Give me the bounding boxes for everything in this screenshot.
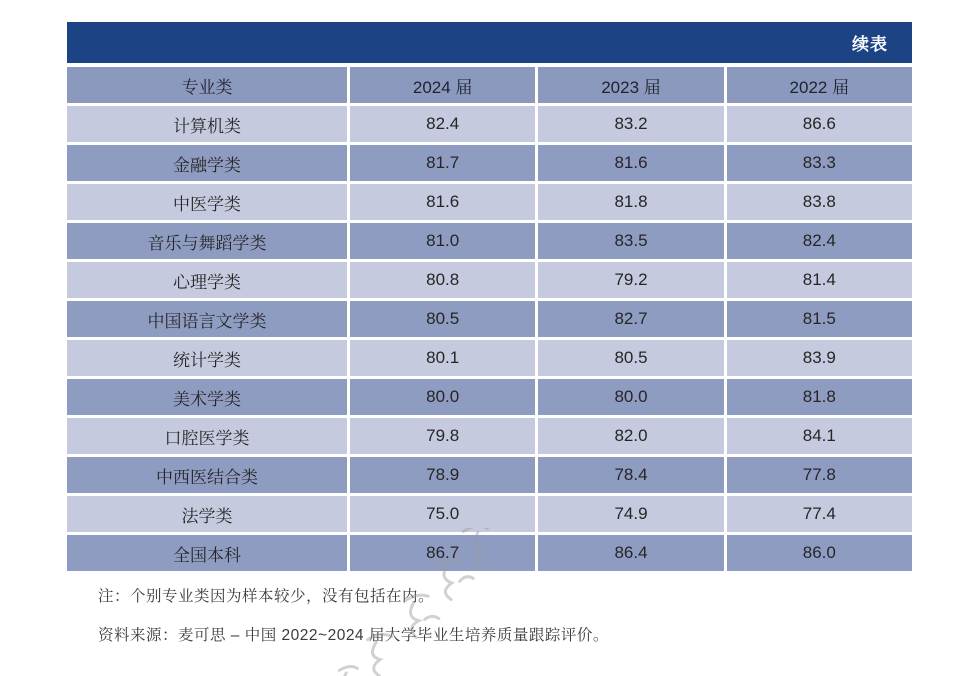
value-cell: 78.9 — [350, 457, 535, 493]
value-cell: 81.4 — [727, 262, 912, 298]
table-row — [67, 106, 912, 142]
table-row — [67, 418, 912, 454]
category-cell: 金融学类 — [67, 145, 347, 181]
value-cell: 81.6 — [350, 184, 535, 220]
table-source: 资料来源：麦可思 – 中国 2022~2024 届大学毕业生培养质量跟踪评价。 — [98, 627, 609, 644]
table-header-row — [67, 67, 912, 103]
value-cell: 80.8 — [350, 262, 535, 298]
category-cell: 全国本科 — [67, 535, 347, 571]
table-row — [67, 184, 912, 220]
value-cell: 79.2 — [538, 262, 723, 298]
table-row — [67, 301, 912, 337]
value-cell: 81.5 — [727, 301, 912, 337]
column-header: 专业类 — [67, 67, 347, 103]
value-cell: 82.4 — [350, 106, 535, 142]
value-cell: 77.8 — [727, 457, 912, 493]
category-cell: 中西医结合类 — [67, 457, 347, 493]
category-cell: 计算机类 — [67, 106, 347, 142]
value-cell: 81.8 — [538, 184, 723, 220]
table-row — [67, 457, 912, 493]
table-row — [67, 340, 912, 376]
value-cell: 80.1 — [350, 340, 535, 376]
value-cell: 80.5 — [350, 301, 535, 337]
table-row — [67, 535, 912, 571]
table-title-bar — [67, 22, 912, 63]
value-cell: 82.0 — [538, 418, 723, 454]
value-cell: 75.0 — [350, 496, 535, 532]
continued-table-label: 续表 — [852, 35, 888, 54]
value-cell: 84.1 — [727, 418, 912, 454]
table-row — [67, 379, 912, 415]
table-footnotes — [98, 584, 898, 662]
value-cell: 74.9 — [538, 496, 723, 532]
value-cell: 83.5 — [538, 223, 723, 259]
value-cell: 79.8 — [350, 418, 535, 454]
value-cell: 83.3 — [727, 145, 912, 181]
column-header: 2023 届 — [538, 67, 723, 103]
table-row — [67, 145, 912, 181]
value-cell: 86.7 — [350, 535, 535, 571]
value-cell: 80.5 — [538, 340, 723, 376]
value-cell: 82.4 — [727, 223, 912, 259]
category-cell: 音乐与舞蹈学类 — [67, 223, 347, 259]
value-cell: 86.0 — [727, 535, 912, 571]
value-cell: 82.7 — [538, 301, 723, 337]
value-cell: 81.8 — [727, 379, 912, 415]
value-cell: 81.7 — [350, 145, 535, 181]
value-cell: 77.4 — [727, 496, 912, 532]
category-cell: 中医学类 — [67, 184, 347, 220]
continued-table — [67, 22, 912, 571]
category-cell: 口腔医学类 — [67, 418, 347, 454]
value-cell: 86.6 — [727, 106, 912, 142]
value-cell: 83.2 — [538, 106, 723, 142]
value-cell: 81.0 — [350, 223, 535, 259]
category-cell: 法学类 — [67, 496, 347, 532]
column-header: 2022 届 — [727, 67, 912, 103]
table-row — [67, 223, 912, 259]
value-cell: 83.9 — [727, 340, 912, 376]
value-cell: 81.6 — [538, 145, 723, 181]
column-header: 2024 届 — [350, 67, 535, 103]
table-note: 注：个别专业类因为样本较少，没有包括在内。 — [98, 588, 435, 605]
table-row — [67, 496, 912, 532]
category-cell: 统计学类 — [67, 340, 347, 376]
category-cell: 中国语言文学类 — [67, 301, 347, 337]
table-row — [67, 262, 912, 298]
value-cell: 78.4 — [538, 457, 723, 493]
value-cell: 83.8 — [727, 184, 912, 220]
category-cell: 美术学类 — [67, 379, 347, 415]
category-cell: 心理学类 — [67, 262, 347, 298]
value-cell: 86.4 — [538, 535, 723, 571]
table-body — [67, 106, 912, 571]
value-cell: 80.0 — [538, 379, 723, 415]
value-cell: 80.0 — [350, 379, 535, 415]
